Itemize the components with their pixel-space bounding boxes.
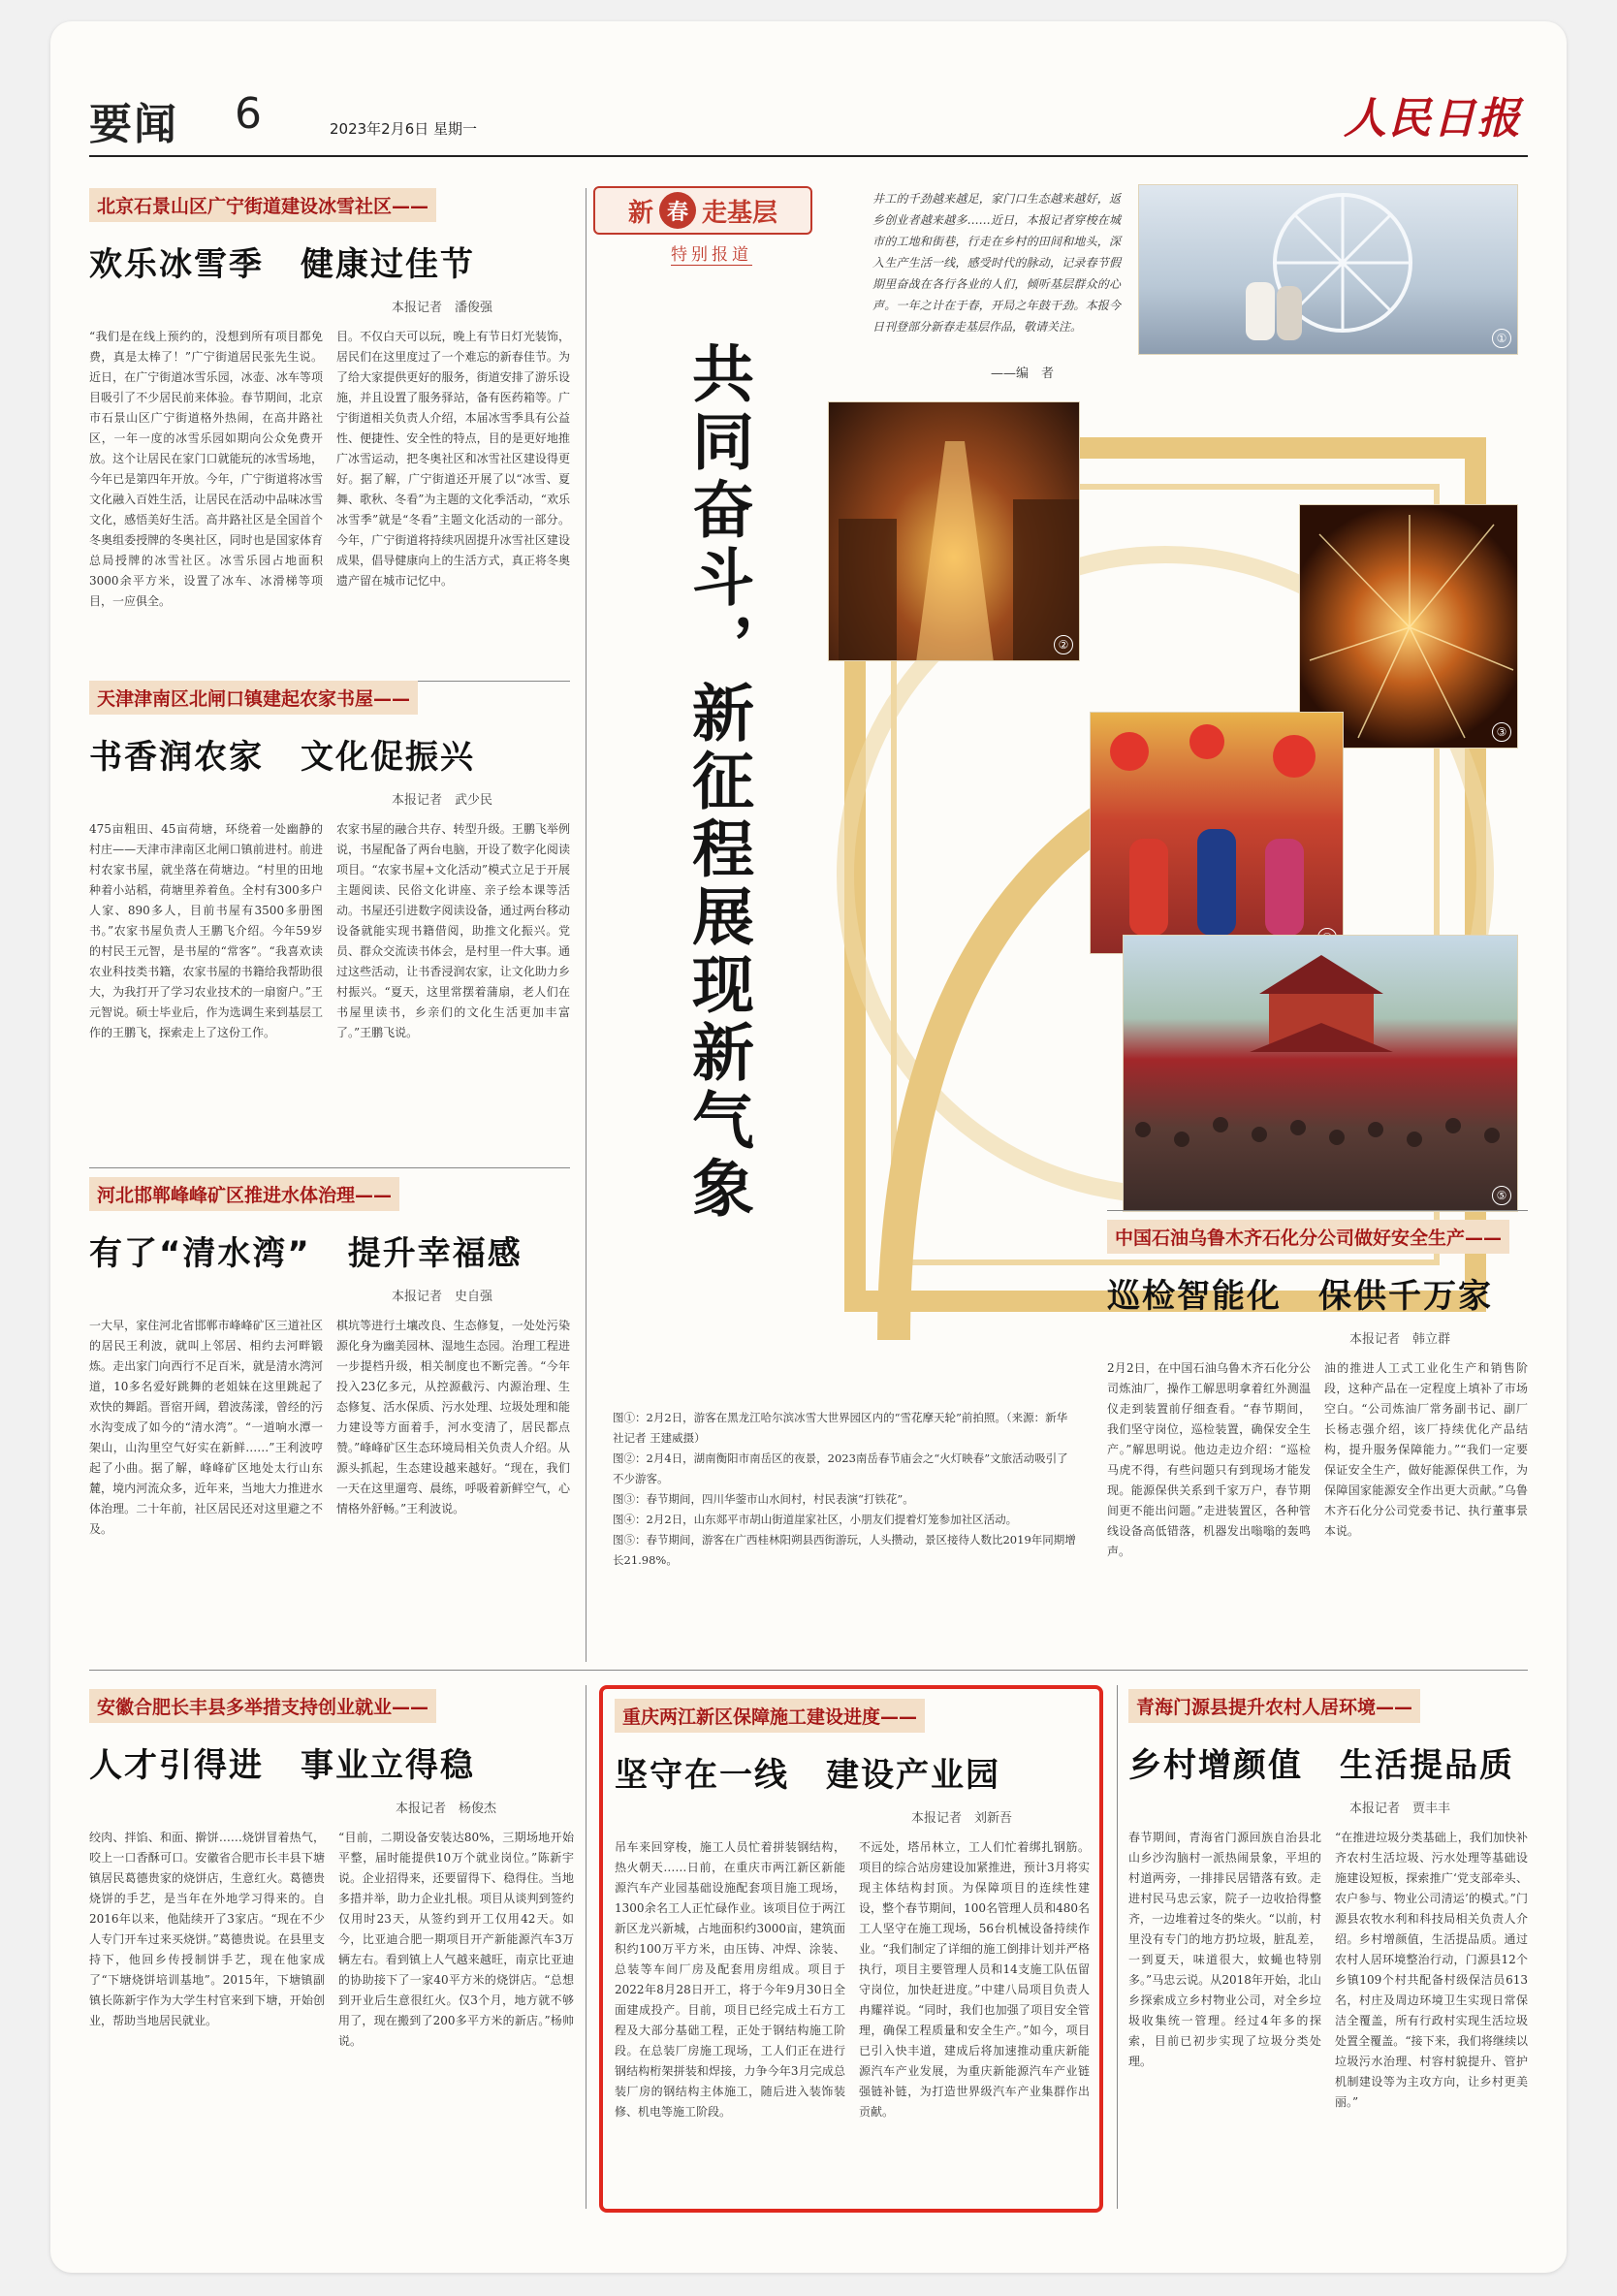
article-column-2: 不远处，塔吊林立，工人们忙着绑扎钢筋。项目的综合站房建设加紧推进，预计3月将实现主体结构封顶。为保障项目的连续性建设，整个春节期间，100名管理人员和480名工人坚守在施工现场，56台机械设备持续作业。“我们制定了详细的施工倒排计划并严格执行，项目主要管理人员和14支施工队伍留守岗位，加快赶进度。”中建八局项目负责人冉耀祥说。“同时，我们也加强了项目安全管理，确保工程质量和安全生产。”如今，项目已引入快丰道，建成后将加速推动重庆新能源汽车产业发展，为重庆新能源汽车产业链强链补链，为打造世界级汽车产业集群作出贡献。 [859,1840,1090,2119]
section-name: 要闻 [89,100,178,149]
photo-5 [1123,935,1518,1212]
article-qinghai [1128,1689,1528,2192]
headline-part-2: 保供千万家 [1318,1277,1493,1316]
newspaper-page [50,21,1567,2273]
article-column-2: “在推进垃圾分类基础上，我们加快补齐农村生活垃圾、污水处理等基础设施建设短板，探索推广‘党支部牵头、农户参与、物业公司清运’的模式。”门源县农牧水利和科技局相关负责人介绍。乡村增颜值，生活提品质。通过农村人居环境整治行动，门源县12个乡镇109个村共配备村级保洁员613名，村庄及周边环境卫生实现日常保洁全覆盖，所有行政村实现生活垃圾处置全覆盖。“接下来，我们将继续以垃圾污水治理、村容村貌提升、管护机制建设等为主攻方向，让乡村更美丽。” [1335,1831,1528,2109]
feature-intro-sign: ——编 者 [991,367,1055,381]
article-headline [89,1738,574,1786]
highlight-box [599,1685,1103,2213]
photo-number: ② [1054,635,1073,654]
newspaper-logo: 人民日报 [1344,94,1522,144]
issue-date: 2023年2月6日 星期一 [330,120,478,138]
article-byline: 本报记者 潘俊强 [391,301,492,315]
caption-2: 图②：2月4日，湖南衡阳市南岳区的夜景，2023南岳春节庙会之“火灯映春”文旅活动吸引了不少游客。 [613,1451,1068,1485]
article-byline: 本报记者 贾丰丰 [1348,1802,1450,1816]
headline-part-2: 建设产业园 [826,1756,1000,1795]
photo-number: ③ [1492,722,1511,742]
article-byline: 本报记者 武少民 [391,793,492,808]
photo-4 [1090,712,1344,954]
caption-3: 图③：春节期间，四川华蓥市山水间村，村民表演“打铁花”。 [613,1492,914,1506]
seal-text-3: 走基层 [702,198,778,228]
seal-char-1: 新 [627,198,653,228]
children-lanterns [1091,713,1344,954]
article-anhui [89,1689,574,2192]
article-column-1: 春节期间，青海省门源回族自治县北山乡沙沟脑村一派热闹景象，平坦的村道两旁，一排排民居错落有致。走进村民马忠云家，院子一边收拾得整齐，一边堆着过冬的柴火。“以前，村里没有专门的地方扔垃圾，脏乱差，一到夏天，味道很大，蚊蝇也特别多。”马忠云说。从2018年开始，北山乡探索成立乡村物业公司，对全乡垃圾收集统一管理。经过4年多的探索，目前已初步实现了垃圾分类处理。 [1128,1831,1321,2068]
article-headline [1128,1738,1528,1786]
article-headline [89,730,570,778]
headline-part-1: 人才引得进 [89,1746,264,1785]
headline-part-1: 欢乐冰雪季 [89,245,264,284]
article-xinjiang [1107,1220,1528,1649]
article-column-1: 吊车来回穿梭，施工人员忙着拼装钢结构，热火朝天……日前，在重庆市两江新区新能源汽车产业园基础设施配套项目施工现场，1300余名工人正忙碌作业。该项目位于两江新区龙兴新城，占地面积约3000亩，建筑面积约100万平方米，由压铸、冲焊、涂装、总装等车间厂房及配套用房组成。项目于2022年8月28日开工，将于今年9月30日全面建成投产。目前，项目已经完成土石方工程及大部分基础工程，正处于钢结构施工阶段。在总装厂房施工现场，工人们正在进行钢结构桁架拼装和焊接，力争今年3月完成总装厂房的钢结构主体施工，随后进入装饰装修、机电等施工阶段。 [615,1840,845,2119]
article-kicker: 天津津南区北闸口镇建起农家书屋—— [89,681,418,715]
masthead [89,80,1528,157]
headline-part-2: 提升幸福感 [347,1234,523,1273]
seal-char-2: 春 [659,192,696,229]
photo-captions [613,1408,1078,1571]
headline-part-2: 文化促振兴 [301,738,475,777]
article-byline: 本报记者 刘新吾 [910,1811,1012,1826]
photo-1 [1138,184,1518,355]
article-column-2: 农家书屋的融合共存、转型升级。王鹏飞举例说，书屋配备了两台电脑，开设了数字化阅读项目。“农家书屋+文化活动”模式立足于开展主题阅读、民俗文化讲座、亲子绘本课等活动。书屋还引进数字阅读设备，通过两台移动设备就能实现书籍借阅，助推文化振兴。党员、群众交流读书体会，是村里一件大事。通过这些活动，让书香浸润农家，让文化助力乡村振兴。“夏天，这里常摆着蒲扇，老人们在书屋里读书，乡亲们的文化生活更加丰富了。”王鹏飞说。 [336,822,570,1039]
article-headline [89,1227,570,1274]
article-byline: 本报记者 杨俊杰 [395,1802,496,1816]
page-number: 6 [235,89,262,139]
article-headline [1107,1269,1528,1317]
article-column-2: 目。不仅白天可以玩，晚上有节日灯光装饰，居民们在这里度过了一个难忘的新春佳节。为了给大家提供更好的服务，街道安排了游乐设施，并且设置了服务驿站，备有医药箱等。广宁街道相关负责人介绍，本届冰雪季具有公益性、便捷性、安全性的特点，目的是更好地推广冰雪运动，把冬奥社区和冰雪社区建设得更好。据了解，广宁街道还开展了以“冰雪、夏舞、歌秋、冬看”为主题的文化季活动，“欢乐冰雪季”就是“冬看”主题文化活动的一部分。今年，广宁街道将持续巩固提升冰雪社区建设成果，倡导健康向上的生活方式，真正将冬奥遗产留在城市记忆中。 [336,330,570,588]
headline-part-1: 书香润农家 [89,738,264,777]
article-kicker: 青海门源县提升农村人居环境—— [1128,1689,1420,1723]
night-street-lights [829,402,1080,661]
article-kicker: 河北邯郸峰峰矿区推进水体治理—— [89,1177,399,1211]
article-column-2: “目前，二期设备安装达80%，三期场地开始平整，届时能提供10万个就业岗位。”陈新宇说。企业招得来，还要留得下、稳得住。当地多措并举，助力企业扎根。项目从谈判到签约仅用时23天，从签约到开工仅用42天。如今，比亚迪合肥一期项目开产新能源汽车3万辆左右。看到镇上人气越来越旺，南京比亚迪的协助接下了一家40平方米的烧饼店。“总想到开业后生意很红火。仅3个月，地方就不够用了，现在搬到了200多平方米的新店。”杨帅说。 [338,1831,574,2048]
caption-4: 图④：2月2日，山东郯平市胡山街道崖家社区，小朋友们提着灯笼参加社区活动。 [613,1513,1018,1526]
article-byline: 本报记者 韩立群 [1348,1332,1450,1347]
article-kicker: 安徽合肥长丰县多举措支持创业就业—— [89,1689,436,1723]
caption-1: 图①：2月2日，游客在黑龙江哈尔滨冰雪大世界园区内的“雪花摩天轮”前拍照。（来源：新华社记者 王建威摄） [613,1411,1068,1445]
photo-2 [828,401,1080,661]
headline-part-2: 事业立得稳 [301,1746,475,1785]
article-column-1: 475亩粗田、45亩荷塘，环绕着一处幽静的村庄——天津市津南区北闸口镇前进村。前进村农家书屋，就坐落在荷塘边。“村里的田地种着小站稻，荷塘里养着鱼。全村有300多户人家、890多人，目前书屋有3500多册图书。”农家书屋负责人王鹏飞介绍。今年59岁的村民王元智，是书屋的“常客”。“我喜欢读农业科技类书籍，农家书屋的书籍给我帮助很大，为我打开了学习农业技术的一扇窗户。”王元智说。硕士毕业后，作为选调生来到基层工作的王鹏飞，探索走上了这份工作。 [89,822,323,1039]
article-column-1: “我们是在线上预约的，没想到所有项目都免费，真是太棒了！”广宁街道居民张先生说。近日，在广宁街道冰雪乐园，冰壶、冰车等项目吸引了不少居民前来体验。春节期间，北京市石景山区广宁街道格外热闹，在高井路社区，一年一度的冰雪乐园如期向公众免费开放。这个让居民在家门口就能玩的冰雪场地，今年已是第四年开放。今年，广宁街道将冰雪文化融入百姓生活，让居民在活动中品味冰雪文化，感悟美好生活。高井路社区是全国首个冬奥组委授牌的冬奥社区，同时也是国家体育总局授牌的冰雪社区。冰雪乐园占地面积3000余平方米，设置了冰车、冰滑梯等项目，一应俱全。 [89,330,323,608]
headline-part-1: 有了“清水湾” [89,1234,311,1273]
article-byline: 本报记者 史自强 [391,1290,492,1304]
article-kicker: 重庆两江新区保障施工建设进度—— [615,1699,925,1733]
snowflake-wheel-icon [1139,185,1518,355]
headline-part-2: 健康过佳节 [301,245,475,284]
headline-part-1: 坚守在一线 [615,1756,789,1795]
article-beijing [89,188,570,653]
article-column-2: 油的推进人工式工业化生产和销售阶段，这种产品在一定程度上填补了市场空白。“公司炼油厂常务副书记、副厂长杨志强介绍，该厂持续优化产品结构，提升服务保障能力。”“我们一定要保证安全生产，做好能源保供工作，为保障国家能源安全作出更大贡献。”乌鲁木齐石化分公司党委书记、执行董事景本说。 [1324,1361,1528,1538]
headline-part-1: 乡村增颜值 [1128,1746,1303,1785]
caption-5: 图⑤：春节期间，游客在广西桂林阳朔县西街游玩，人头攒动，景区接待人数比2019年同期增长21.98%。 [613,1533,1076,1567]
temple-crowd [1124,936,1518,1212]
article-column-1: 绞肉、拌馅、和面、擀饼……烧饼冒着热气，咬上一口香酥可口。安徽省合肥市长丰县下塘镇居民葛德贵家的烧饼店，生意红火。葛德贵烧饼的手艺，是当年在外地学习得来的。自2016年以来，他陆续开了3家店。“现在不少人专门开车过来买烧饼。”葛德贵说。在县里支持下，他回乡传授制饼手艺，现在他家成了“下塘烧饼培训基地”。2015年，下塘镇副镇长陈新宇作为大学生村官来到下塘，开始创业，帮助当地居民就业。 [89,1831,325,2027]
article-column-2: 棋坑等进行土壤改良、生态修复，一处处污染源化身为幽美园林、湿地生态园。治理工程进一步提档升级，相关制度也不断完善。“今年投入23亿多元，从控源截污、内源治理、生态修复、活水保质、污水处理、垃圾处理和能力建设等方面着手，河水变清了，居民都点赞。”峰峰矿区生态环境局相关负责人介绍。从源头抓起，生态建设越来越好。“现在，我们一天在这里遛弯、晨练，呼吸着新鲜空气，心情格外舒畅。”王利波说。 [336,1319,570,1515]
article-kicker: 北京石景山区广宁街道建设冰雪社区—— [89,188,436,222]
article-hebei [89,1177,570,1642]
feature-intro: 井工的千劲越来越足，家门口生态越来越好，返乡创业者越来越多……近日，本报记者穿梭在城市的工地和街巷，行走在乡村的田间和地头，深入生产生活一线，感受时代的脉动，记录春节假期里奋战在各行各业的人们，倾听基层群众的心声。一年之计在于春，开局之年鼓干劲。本报今日刊登部分新春走基层作品，敬请关注。 [872,192,1121,334]
article-column-1: 2月2日，在中国石油乌鲁木齐石化分公司炼油厂，操作工解思明拿着红外测温仪走到装置前仔细查看。“春节期间，我们坚守岗位，巡检装置，确保安全生产。”解思明说。他边走边介绍：“巡检马虎不得，有些问题只有到现场才能发现。能源保供关系到千家万户，春节期间更不能出问题。”走进装置区，各种管线设备高低错落，机器发出嗡嗡的轰鸣声。 [1107,1361,1311,1558]
photo-number: ⑤ [1492,1186,1511,1205]
feature-main-title: 共同奋斗，新征程展现新气象 [682,341,753,1224]
article-kicker: 中国石油乌鲁木齐石化分公司做好安全生产—— [1107,1220,1509,1254]
feature-subtitle: 特别报道 [671,240,752,266]
article-column-1: 一大早，家住河北省邯郸市峰峰矿区三道社区的居民王利波，就叫上邻居、相约去河畔锻炼。走出家门向西行不足百米，就是清水湾河道，10多名爱好跳舞的老姐妹在这里跳起了欢快的舞蹈。晋宿开阔，碧波荡漾，曾经的污水沟变成了如今的“清水湾”。“一道响水潭一架山，山沟里空气好实在新鲜……”王利波哼起了小曲。据了解，峰峰矿区地处太行山东麓，境内河流众多，近年来，当地大力推进水体治理。二十年前，社区居民还对这里避之不及。 [89,1319,323,1536]
feature-seal [593,186,812,235]
headline-part-2: 生活提品质 [1340,1746,1514,1785]
headline-part-1: 巡检智能化 [1107,1277,1282,1316]
photo-number: ① [1492,329,1511,348]
article-tianjin [89,681,570,1145]
article-headline [89,238,570,285]
